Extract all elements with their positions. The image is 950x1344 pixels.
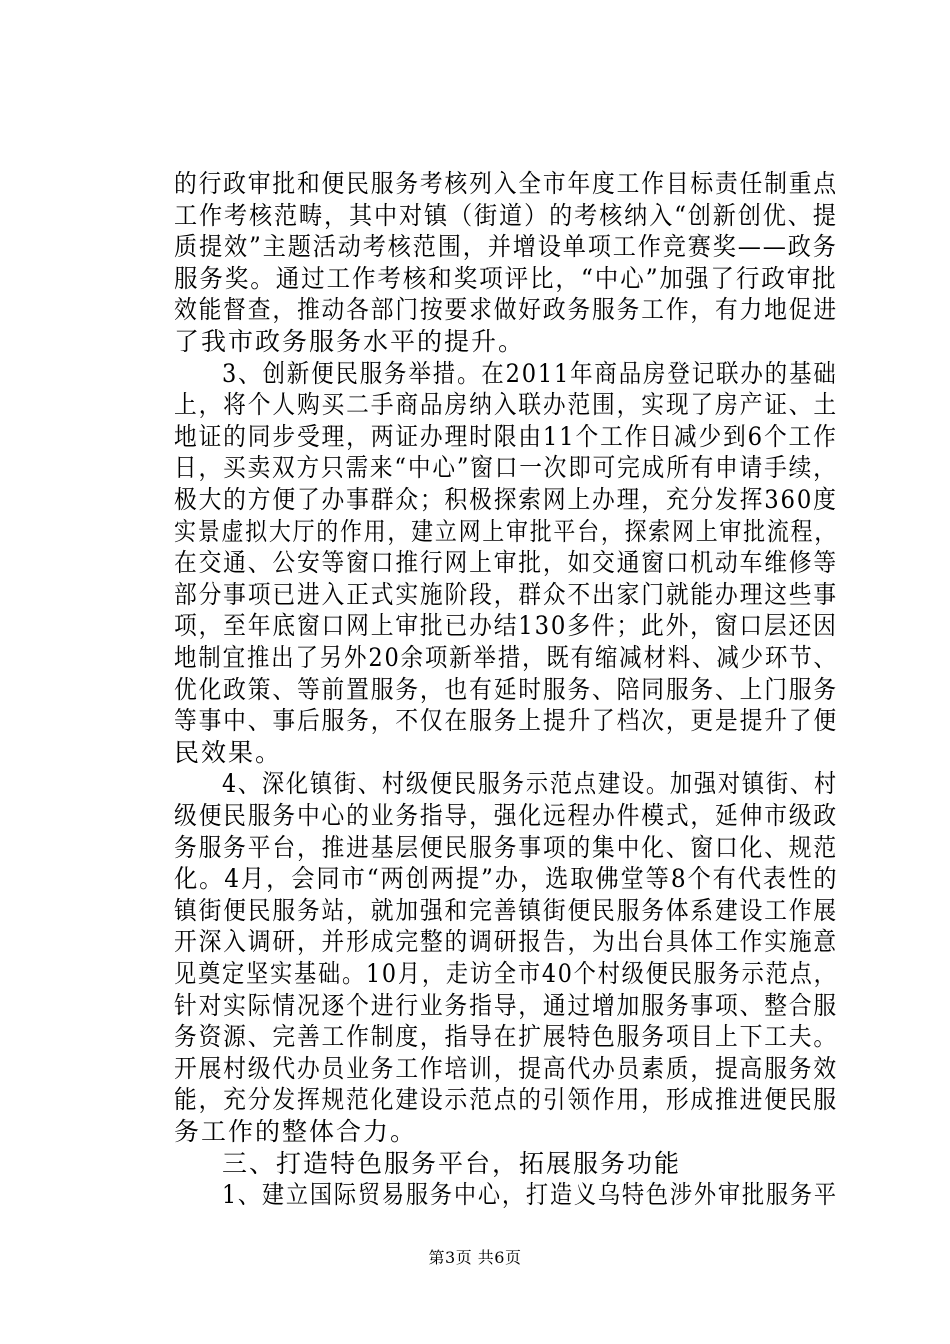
text-line: 3、创新便民服务举措。在2011年商品房登记联办的基础 (222, 358, 838, 388)
text-line: 务资源、完善工作制度，指导在扩展特色服务项目上下工夫。 (174, 1022, 838, 1052)
text-line: 能，充分发挥规范化建设示范点的引领作用，形成推进便民服 (174, 1085, 838, 1115)
text-line: 了我市政务服务水平的提升。 (174, 327, 526, 356)
text-line: 部分事项已进入正式实施阶段，群众不出家门就能办理这些事 (174, 579, 838, 609)
text-line: 针对实际情况逐个进行业务指导，通过增加服务事项、整合服 (174, 990, 838, 1020)
text-line: 等事中、事后服务，不仅在服务上提升了档次，更是提升了便 (174, 706, 838, 736)
text-line: 化。4月，会同市“两创两提”办，选取佛堂等8个有代表性的 (174, 864, 839, 894)
text-line: 日，买卖双方只需来“中心”窗口一次即可完成所有申请手续， (174, 453, 838, 483)
text-line: 极大的方便了办事群众；积极探索网上办理，充分发挥360度 (174, 485, 838, 514)
text-line: 上，将个人购买二手商品房纳入联办范围，实现了房产证、土 (174, 390, 838, 420)
text-line: 级便民服务中心的业务指导，强化远程办件模式，延伸市级政 (174, 801, 838, 830)
page-footer: 第3页 共6页 (428, 1248, 522, 1267)
text-line: 效能督查，推动各部门按要求做好政务服务工作，有力地促进 (174, 295, 838, 325)
text-line: 工作考核范畴，其中对镇（街道）的考核纳入“创新创优、提 (174, 200, 838, 230)
text-line: 务服务平台，推进基层便民服务事项的集中化、窗口化、规范 (174, 832, 838, 862)
text-line: 的行政审批和便民服务考核列入全市年度工作目标责任制重点 (174, 169, 838, 198)
text-line: 在交通、公安等窗口推行网上审批，如交通窗口机动车维修等 (174, 548, 838, 578)
text-line: 地证的同步受理，两证办理时限由11个工作日减少到6个工作 (174, 421, 838, 451)
text-line: 镇街便民服务站，就加强和完善镇街便民服务体系建设工作展 (174, 895, 838, 925)
text-line: 1、建立国际贸易服务中心，打造义乌特色涉外审批服务平 (222, 1180, 838, 1210)
text-line: 优化政策、等前置服务，也有延时服务、陪同服务、上门服务 (174, 674, 838, 704)
text-line: 见奠定坚实基础。10月，走访全市40个村级便民服务示范点， (174, 959, 838, 988)
text-line: 实景虚拟大厅的作用，建立网上审批平台，探索网上审批流程， (174, 516, 839, 546)
text-line: 4、深化镇街、村级便民服务示范点建设。加强对镇街、村 (222, 769, 838, 799)
text-line: 民效果。 (174, 737, 283, 767)
text-line: 开深入调研，并形成完整的调研报告，为出台具体工作实施意 (174, 927, 838, 957)
text-line: 质提效”主题活动考核范围，并增设单项工作竞赛奖——政务 (174, 232, 838, 262)
text-line: 服务奖。通过工作考核和奖项评比，“中心”加强了行政审批 (174, 263, 838, 293)
text-line: 务工作的整体合力。 (174, 1117, 418, 1146)
text-line: 开展村级代办员业务工作培训，提高代办员素质，提高服务效 (174, 1053, 838, 1083)
text-line: 项，至年底窗口网上审批已办结130多件；此外，窗口层还因 (174, 611, 838, 641)
section-heading: 三、打造特色服务平台，拓展服务功能 (222, 1148, 682, 1178)
text-line: 地制宜推出了另外20余项新举措，既有缩减材料、减少环节、 (174, 643, 838, 672)
